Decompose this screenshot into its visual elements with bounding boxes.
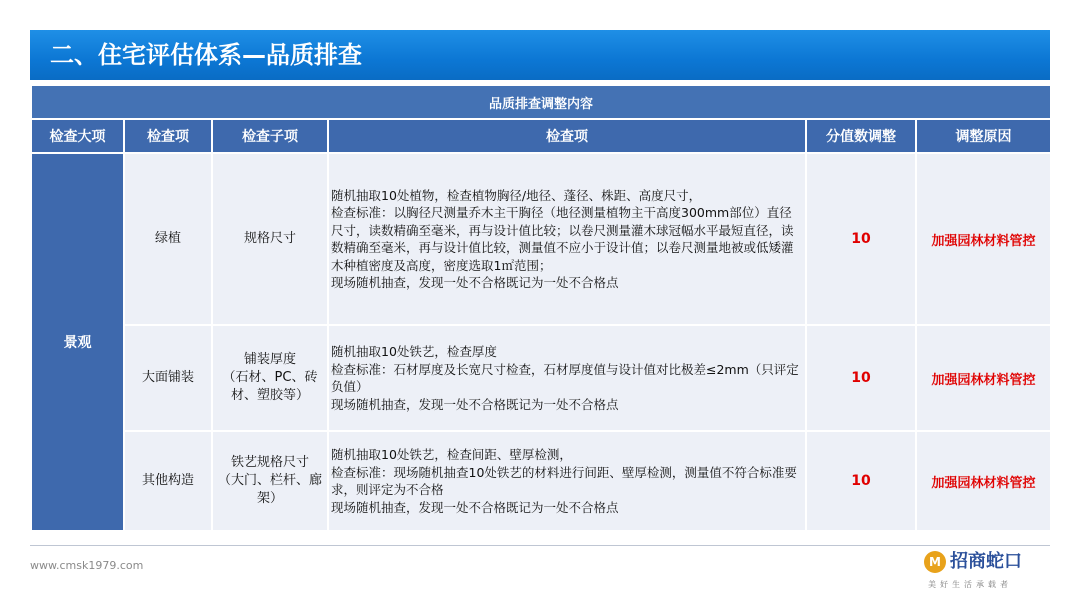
header-category: 检查大项 (31, 119, 124, 153)
header-subitem: 检查子项 (212, 119, 328, 153)
logo-emblem-icon: M (924, 551, 946, 573)
detail-text: 随机抽取10处铁艺，检查间距、壁厚检测， 检查标准：现场随机抽查10处铁艺的材料进行间距、壁厚检测，测量值不符合标准要求，则评定为不合格 现场随机抽查，发现一处不合格既记为一处不合格点 (331, 447, 797, 515)
table-header-row (31, 119, 1051, 153)
item-cell: 绿植 (124, 153, 212, 325)
header-score: 分值数调整 (806, 119, 916, 153)
table-row (31, 153, 1051, 325)
logo-name: 招商蛇口 (950, 551, 1022, 572)
website-url: www.cmsk1979.com (30, 559, 144, 572)
logo-slogan: 美好生活承载者 (928, 580, 1012, 589)
category-cell: 景观 (31, 153, 124, 531)
company-logo (924, 549, 1054, 597)
subitem-cell (212, 431, 328, 531)
detail-text: 随机抽取10处植物，检查植物胸径/地径、蓬径、株距、高度尺寸， 检查标准：以胸径尺测量乔木主干胸径（地径测量植物主干高度300mm部位）直径尺寸，读数精确至毫米，再与设计值比较；以卷尺测量灌木球冠幅水平最短直径，读数精确至毫米，再与设计值比较，测量值不应小于设计值；以卷尺测量地被或低矮灌木种植密度及高度，密度选取1㎡范围； 现场随机抽查，发现一处不合格既记为一处不合格点 (331, 187, 794, 290)
table-row (31, 431, 1051, 531)
item-cell: 大面铺装 (124, 325, 212, 431)
header-reason: 调整原因 (916, 119, 1051, 153)
footer-divider (30, 545, 1050, 546)
inspection-table (30, 84, 1052, 532)
header-item: 检查项 (124, 119, 212, 153)
reason-cell: 加强园林材料管控 (916, 431, 1051, 531)
reason-cell: 加强园林材料管控 (916, 325, 1051, 431)
score-cell: 10 (806, 325, 916, 431)
subitem-cell: 规格尺寸 (212, 153, 328, 325)
score-cell: 10 (806, 153, 916, 325)
subitem-text: 铁艺规格尺寸 （大门、栏杆、廊架） (217, 455, 322, 506)
slide-title: 二、住宅评估体系—品质排查 (30, 30, 1050, 80)
subitem-cell (212, 325, 328, 431)
inspection-table-container (30, 84, 1050, 532)
detail-cell (328, 153, 806, 325)
score-cell: 10 (806, 431, 916, 531)
subitem-text: 铺装厚度 （石材、PC、砖材、塑胶等） (222, 352, 318, 403)
item-cell: 其他构造 (124, 431, 212, 531)
table-caption: 品质排查调整内容 (31, 85, 1051, 119)
header-detail: 检查项 (328, 119, 806, 153)
table-row (31, 325, 1051, 431)
detail-text: 随机抽取10处铁艺，检查厚度 检查标准：石材厚度及长宽尺寸检查，石材厚度值与设计值对比极差≤2mm（只评定负值） 现场随机抽查，发现一处不合格既记为一处不合格点 (331, 344, 799, 412)
reason-cell: 加强园林材料管控 (916, 153, 1051, 325)
detail-cell (328, 325, 806, 431)
detail-cell (328, 431, 806, 531)
